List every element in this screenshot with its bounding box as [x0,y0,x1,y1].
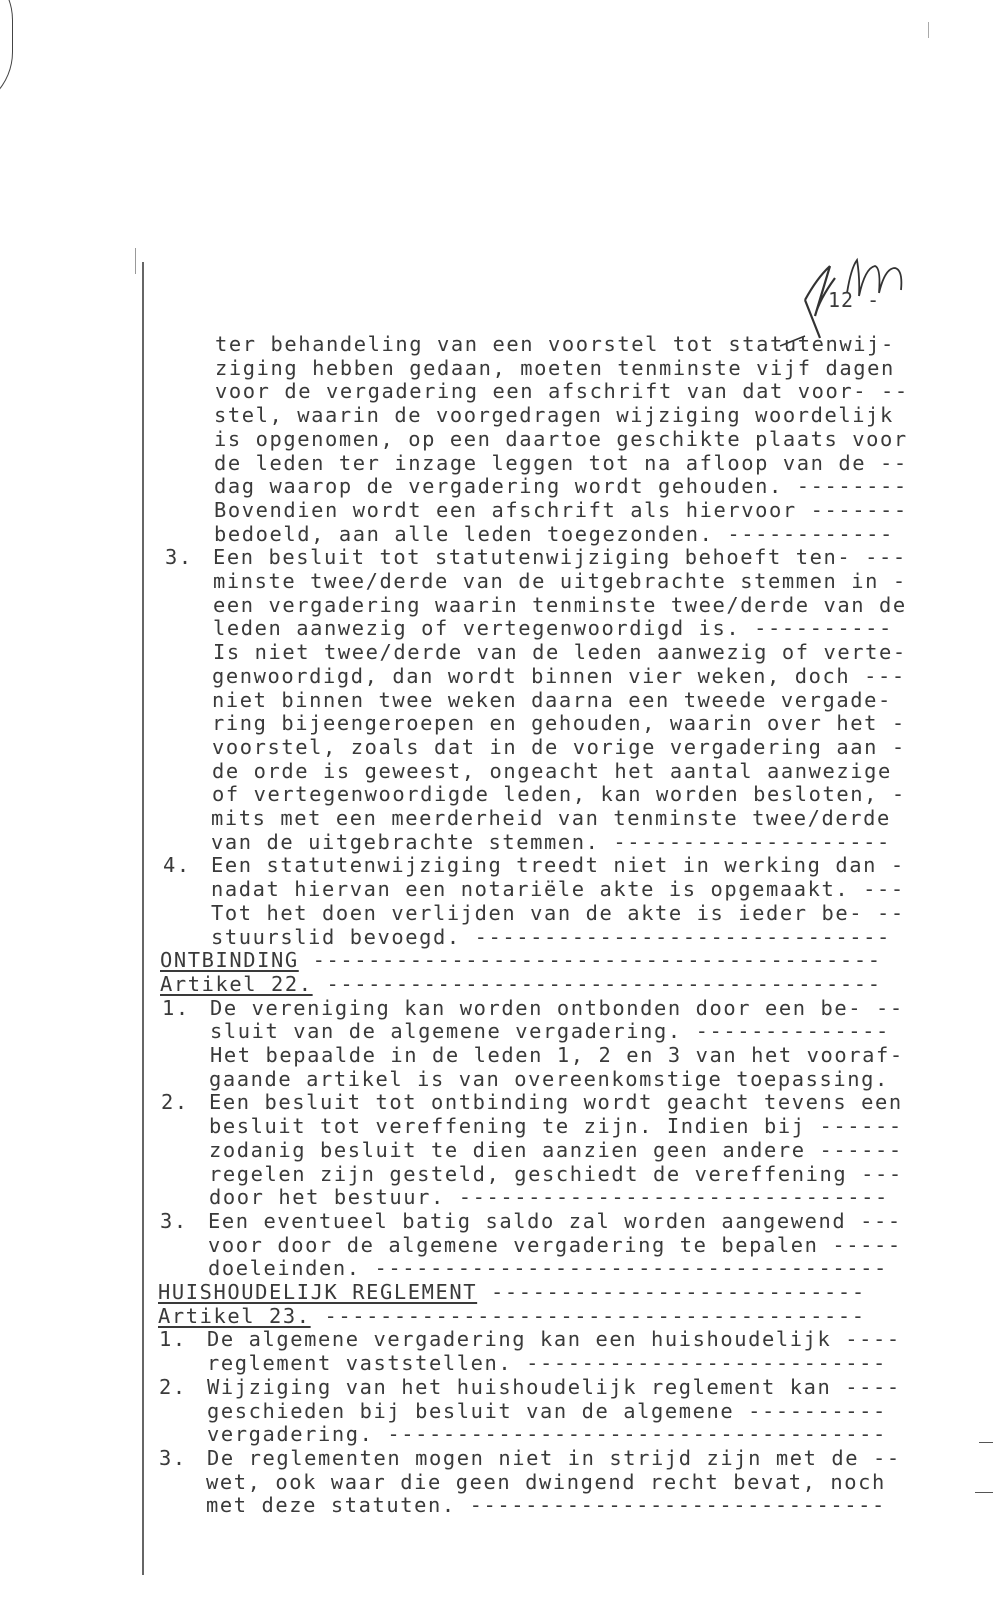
line-text: reglement vaststellen. -------------------------- [207,1351,887,1376]
margin-line-top [135,248,136,274]
line-text: voor door de algemene vergadering te bepalen ----- [208,1232,902,1257]
line-text: of vertegenwoordigde leden, kan worden besloten, - [212,782,906,807]
item-number: 2. [159,1374,187,1399]
line-text: doeleinden. ------------------------------------- [208,1256,888,1281]
line-text: bedoeld, aan alle leden toegezonden. ------------ [214,521,894,546]
line-text: leden aanwezig of vertegenwoordigd is. ---------- [213,616,893,641]
line-text: vergadering. ------------------------------------ [207,1422,887,1447]
section-heading: HUISHOUDELIJK REGLEMENT [158,1280,478,1304]
line-text: Het bepaalde in de leden 1, 2 en 3 van het vooraf- [210,1043,904,1067]
line-text: sluit van de algemene vergadering. -------------- [210,1019,890,1044]
line-text: De vereniging kan worden ontbonden door een be- -- [210,995,904,1020]
item-number: 3. [160,1208,188,1233]
item-number: 1. [162,995,190,1020]
line-text: ----------------------------------------- [298,948,882,973]
line-text: met deze statuten. ------------------------------ [206,1493,886,1518]
line-text: ring bijeengeroepen en gehouden, waarin over het - [212,711,906,736]
line-text: --------------------------- [477,1280,866,1304]
line-text: is opgenomen, op een daartoe geschikte plaats voor [214,426,908,451]
line-text: geschieden bij besluit van de algemene ---------- [207,1398,887,1423]
item-number: 2. [161,1090,189,1115]
line-text: De reglementen mogen niet in strijd zijn met de -- [207,1445,901,1470]
section-heading: Artikel 22. [160,971,313,996]
line-text: ter behandeling van een voorstel tot statutenwij- [215,332,895,356]
line-text: voorstel, zoals dat in de vorige vergadering aan - [212,734,906,759]
line-text: mits met een meerderheid van tenminste twee/derde [211,806,891,830]
line-text: niet binnen twee weken daarna een tweede vergade- [212,687,892,712]
scan-artifact-right [975,1440,995,1500]
line-text: de orde is geweest, ongeacht het aantal aanwezige [212,758,892,783]
line-text: door het bestuur. ------------------------------- [209,1185,889,1210]
scan-page-edge [0,0,13,112]
item-number: 1. [159,1327,187,1352]
line-text: voor de vergadering een afschrift van dat voor- -- [215,379,909,404]
line-text: minste twee/derde van de uitgebrachte stemmen in - [213,569,907,593]
line-text: Een statutenwijziging treedt niet in werking dan - [211,853,905,878]
line-text: De algemene vergadering kan een huishoudelijk ---- [207,1327,901,1352]
line-text: wet, ook waar die geen dwingend recht bevat, noch [206,1469,886,1494]
line-text: genwoordigd, dan wordt binnen vier weken, doch --- [212,663,906,688]
line-text: stuurslid bevoegd. ------------------------------ [211,924,891,949]
line-text: besluit tot vereffening te zijn. Indien bij ------ [209,1114,903,1139]
item-number: 3. [165,545,193,570]
section-heading: ONTBINDING [160,948,299,973]
line-text: de leden ter inzage leggen tot na afloop van de -- [214,450,908,475]
line-text: ---------------------------------------- [312,971,882,996]
item-number: 3. [159,1445,187,1470]
section-heading: Artikel 23. [158,1303,311,1328]
line-text: een vergadering waarin tenminste twee/derde van de [213,592,907,617]
line-text: zodanig besluit te dien aanzien geen andere ------ [209,1137,903,1162]
line-text: gaande artikel is van overeenkomstige toepassing. [209,1066,889,1091]
scan-artifact [928,22,929,38]
line-text: --------------------------------------- [310,1303,866,1328]
line-text: Is niet twee/derde van de leden aanwezig of verte- [213,640,907,665]
line-text: Wijziging van het huishoudelijk reglement kan ---- [207,1374,901,1399]
line-text: dag waarop de vergadering wordt gehouden. -------- [214,474,908,499]
line-text: regelen zijn gesteld, geschiedt de vereffening --- [209,1161,903,1186]
item-number: 4. [163,853,191,878]
line-text: stel, waarin de voorgedragen wijziging woordelijk [214,403,894,428]
line-text: Een eventueel batig saldo zal worden aangewend --- [208,1208,902,1233]
line-text: nadat hiervan een notariële akte is opgemaakt. --- [211,877,905,902]
line-text: Een besluit tot ontbinding wordt geacht tevens een [209,1090,903,1115]
margin-line [142,262,144,1575]
line-text: Bovendien wordt een afschrift als hiervoor ------- [214,497,908,522]
line-text: van de uitgebrachte stemmen. -------------------- [211,829,891,854]
line-text: Tot het doen verlijden van de akte is ieder be- -- [211,900,905,925]
page-number: 12 - [828,288,881,312]
line-text: ziging hebben gedaan, moeten tenminste vijf dagen [215,355,895,380]
line-text: Een besluit tot statutenwijziging behoeft ten- --- [213,545,907,570]
